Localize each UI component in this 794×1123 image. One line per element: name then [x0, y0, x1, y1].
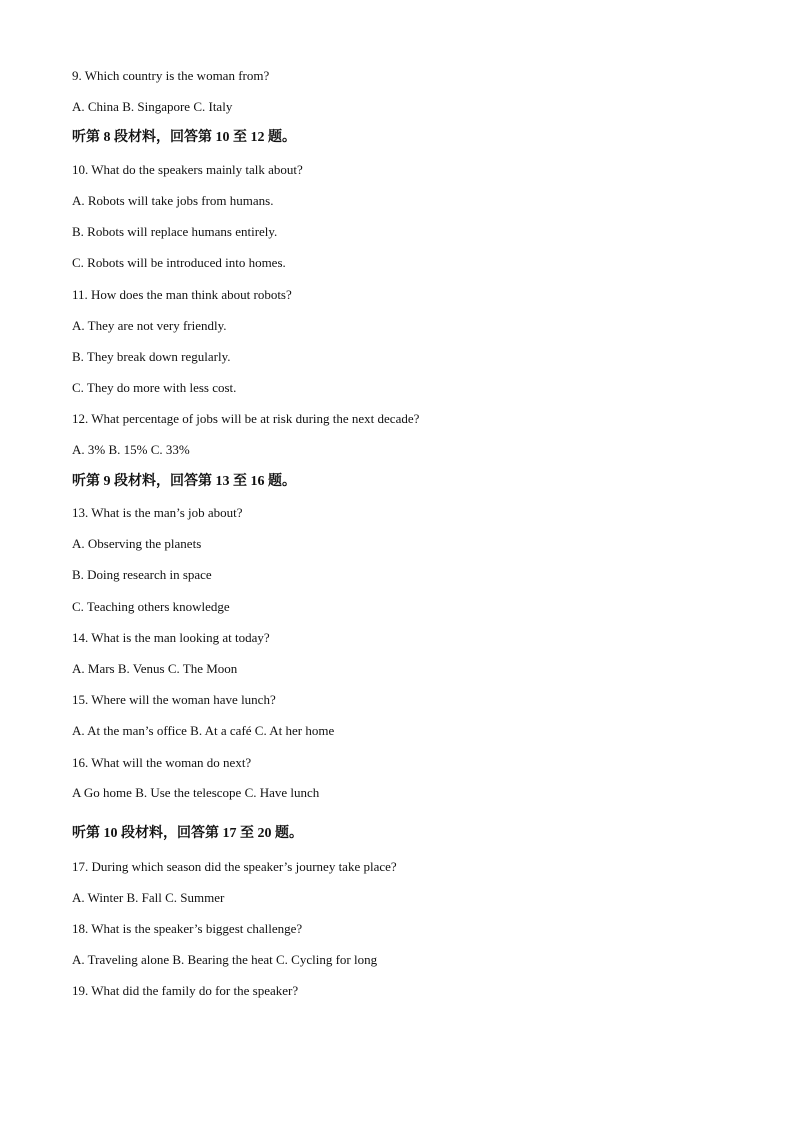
option-10a: A. Robots will take jobs from humans.	[72, 193, 274, 208]
question-9: 9. Which country is the woman from?	[72, 68, 270, 83]
options-15: A. At the man’s office B. At a café C. At her home	[72, 723, 335, 738]
question-19: 19. What did the family do for the speaker?	[72, 983, 299, 998]
option-11c: C. They do more with less cost.	[72, 380, 237, 395]
option-13a: A. Observing the planets	[72, 536, 202, 551]
options-17: A. Winter B. Fall C. Summer	[72, 890, 225, 905]
section-heading-10: 听第 10 段材料，回答第 17 至 20 题。	[72, 826, 303, 841]
option-11b: B. They break down regularly.	[72, 349, 231, 364]
option-10c: C. Robots will be introduced into homes.	[72, 255, 286, 270]
section-heading-9: 听第 9 段材料，回答第 13 至 16 题。	[72, 474, 296, 489]
question-10: 10. What do the speakers mainly talk about?	[72, 162, 303, 177]
option-11a: A. They are not very friendly.	[72, 318, 227, 333]
option-10b: B. Robots will replace humans entirely.	[72, 224, 278, 239]
options-16: A Go home B. Use the telescope C. Have lunch	[72, 785, 320, 800]
question-17: 17. During which season did the speaker’s journey take place?	[72, 859, 397, 874]
section-heading-8: 听第 8 段材料，回答第 10 至 12 题。	[72, 130, 296, 145]
question-15: 15. Where will the woman have lunch?	[72, 692, 276, 707]
question-11: 11. How does the man think about robots?	[72, 287, 292, 302]
question-13: 13. What is the man’s job about?	[72, 505, 243, 520]
question-12: 12. What percentage of jobs will be at risk during the next decade?	[72, 411, 420, 426]
options-14: A. Mars B. Venus C. The Moon	[72, 661, 238, 676]
options-18: A. Traveling alone B. Bearing the heat C. Cycling for long	[72, 952, 378, 967]
question-14: 14. What is the man looking at today?	[72, 630, 270, 645]
option-13b: B. Doing research in space	[72, 567, 212, 582]
options-12: A. 3% B. 15% C. 33%	[72, 442, 190, 457]
question-16: 16. What will the woman do next?	[72, 755, 252, 770]
option-13c: C. Teaching others knowledge	[72, 599, 230, 614]
question-18: 18. What is the speaker’s biggest challenge?	[72, 921, 303, 936]
options-9: A. China B. Singapore C. Italy	[72, 99, 233, 114]
